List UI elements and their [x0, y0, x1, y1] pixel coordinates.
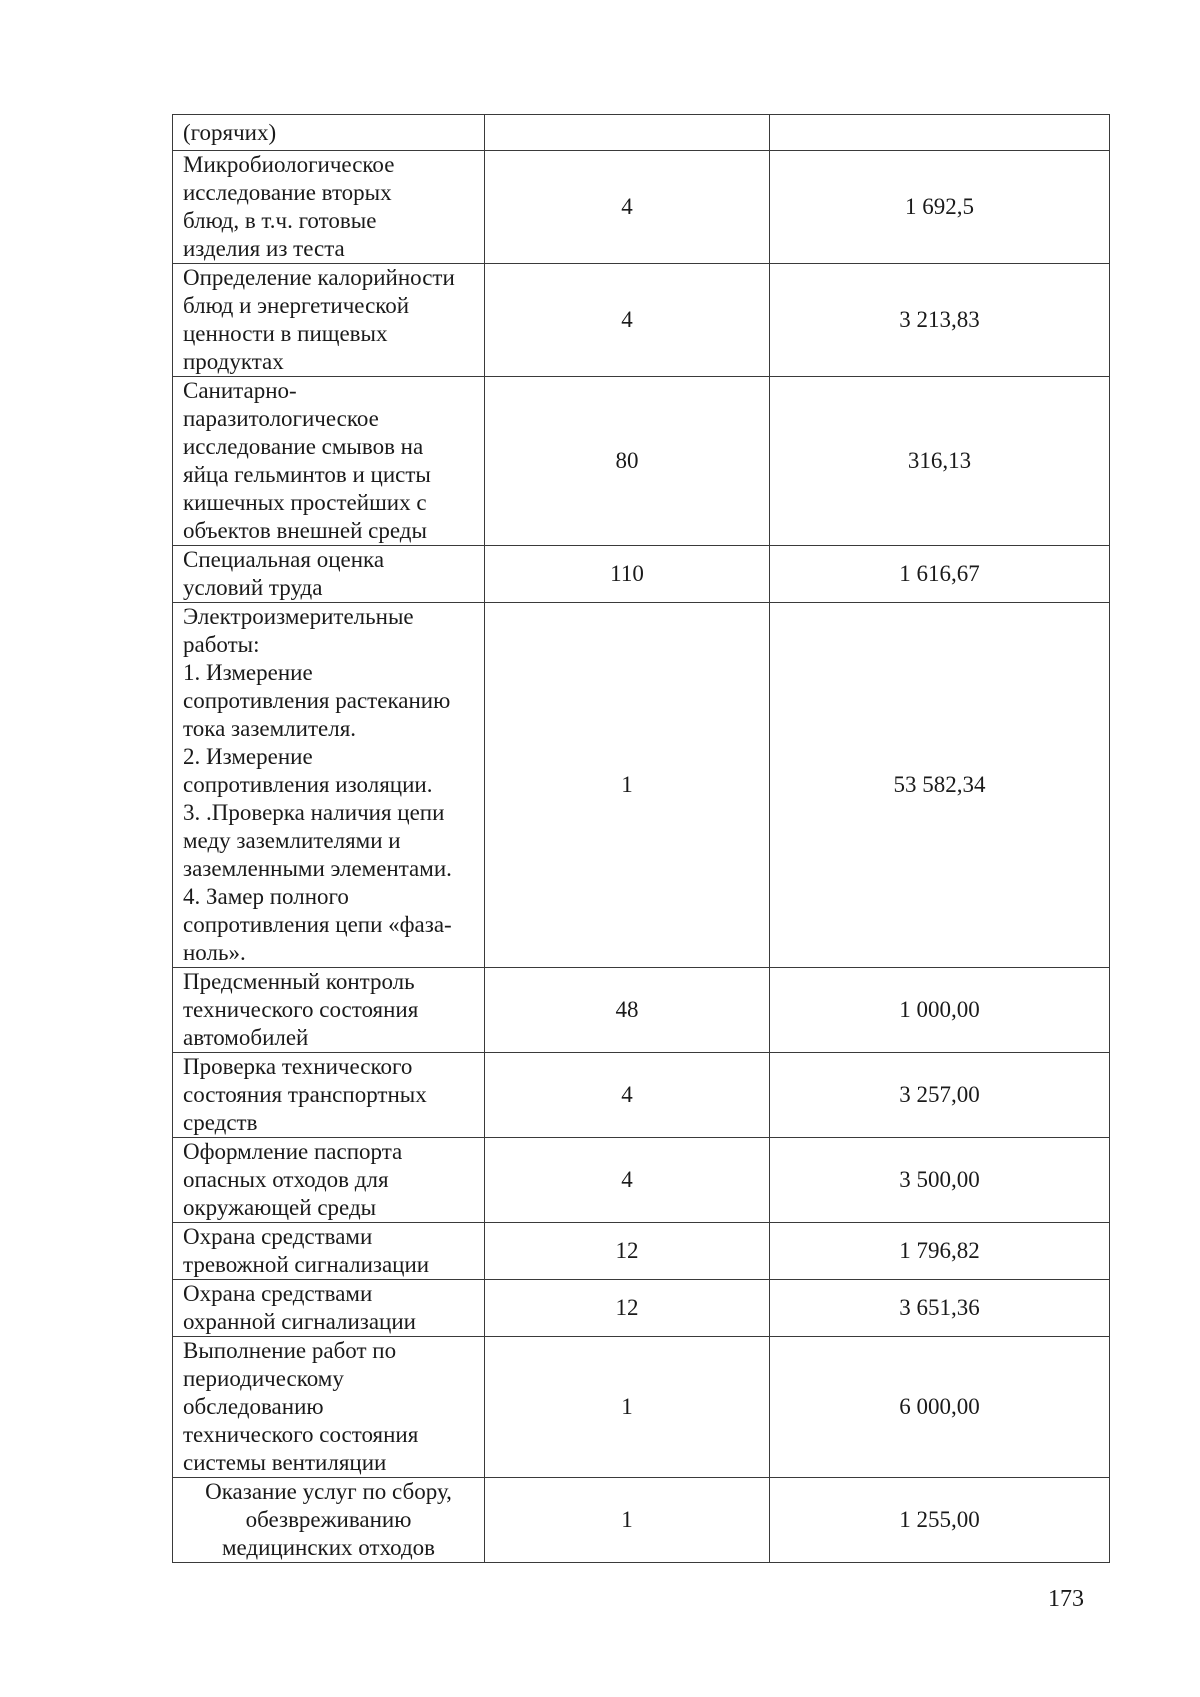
table-row [173, 1223, 1110, 1280]
service-name-cell: Специальная оценка условий труда [173, 546, 485, 603]
price-cell [770, 115, 1110, 151]
services-table [172, 114, 1110, 1563]
price-cell: 1 692,5 [770, 151, 1110, 264]
quantity-cell: 12 [485, 1280, 770, 1337]
price-cell: 1 255,00 [770, 1478, 1110, 1563]
table-row [173, 115, 1110, 151]
quantity-cell: 4 [485, 1053, 770, 1138]
table-row [173, 264, 1110, 377]
price-cell: 6 000,00 [770, 1337, 1110, 1478]
service-name-cell: Охрана средствами тревожной сигнализации [173, 1223, 485, 1280]
price-cell: 3 500,00 [770, 1138, 1110, 1223]
service-name-cell: Определение калорийности блюд и энергетической ценности в пищевых продуктах [173, 264, 485, 377]
quantity-cell: 110 [485, 546, 770, 603]
table-row [173, 1280, 1110, 1337]
price-cell: 3 213,83 [770, 264, 1110, 377]
page-number: 173 [1048, 1586, 1084, 1612]
table-row [173, 1053, 1110, 1138]
table-row [173, 1138, 1110, 1223]
quantity-cell: 1 [485, 1478, 770, 1563]
price-cell: 3 651,36 [770, 1280, 1110, 1337]
service-name-cell: Микробиологическое исследование вторых блюд, в т.ч. готовые изделия из теста [173, 151, 485, 264]
table-row [173, 603, 1110, 968]
quantity-cell: 1 [485, 603, 770, 968]
quantity-cell: 4 [485, 264, 770, 377]
service-name-cell: Оказание услуг по сбору, обезвреживанию медицинских отходов [173, 1478, 485, 1563]
quantity-cell [485, 115, 770, 151]
price-cell: 1 616,67 [770, 546, 1110, 603]
service-name-cell: Охрана средствами охранной сигнализации [173, 1280, 485, 1337]
table-row [173, 546, 1110, 603]
price-cell: 3 257,00 [770, 1053, 1110, 1138]
service-name-cell: Предсменный контроль технического состояния автомобилей [173, 968, 485, 1053]
price-cell: 53 582,34 [770, 603, 1110, 968]
table-row [173, 377, 1110, 546]
price-cell: 316,13 [770, 377, 1110, 546]
service-name-cell: Санитарно- паразитологическое исследование смывов на яйца гельминтов и цисты кишечных простейших с объектов внешней среды [173, 377, 485, 546]
service-name-cell: Оформление паспорта опасных отходов для окружающей среды [173, 1138, 485, 1223]
service-name-cell: Выполнение работ по периодическому обследованию технического состояния системы вентиляции [173, 1337, 485, 1478]
quantity-cell: 1 [485, 1337, 770, 1478]
table-row [173, 151, 1110, 264]
quantity-cell: 4 [485, 1138, 770, 1223]
quantity-cell: 4 [485, 151, 770, 264]
table-row [173, 1337, 1110, 1478]
service-name-cell: (горячих) [173, 115, 485, 151]
service-name-cell: Электроизмерительные работы: 1. Измерение сопротивления растеканию тока заземлителя. 2. Измерение сопротивления изоляции. 3. .Проверка наличия цепи меду заземлителями и заземленными элементами. 4. Замер полного сопротивления цепи «фаза- ноль». [173, 603, 485, 968]
table-row [173, 968, 1110, 1053]
table-row [173, 1478, 1110, 1563]
quantity-cell: 48 [485, 968, 770, 1053]
quantity-cell: 80 [485, 377, 770, 546]
price-cell: 1 000,00 [770, 968, 1110, 1053]
service-name-cell: Проверка технического состояния транспортных средств [173, 1053, 485, 1138]
price-cell: 1 796,82 [770, 1223, 1110, 1280]
quantity-cell: 12 [485, 1223, 770, 1280]
